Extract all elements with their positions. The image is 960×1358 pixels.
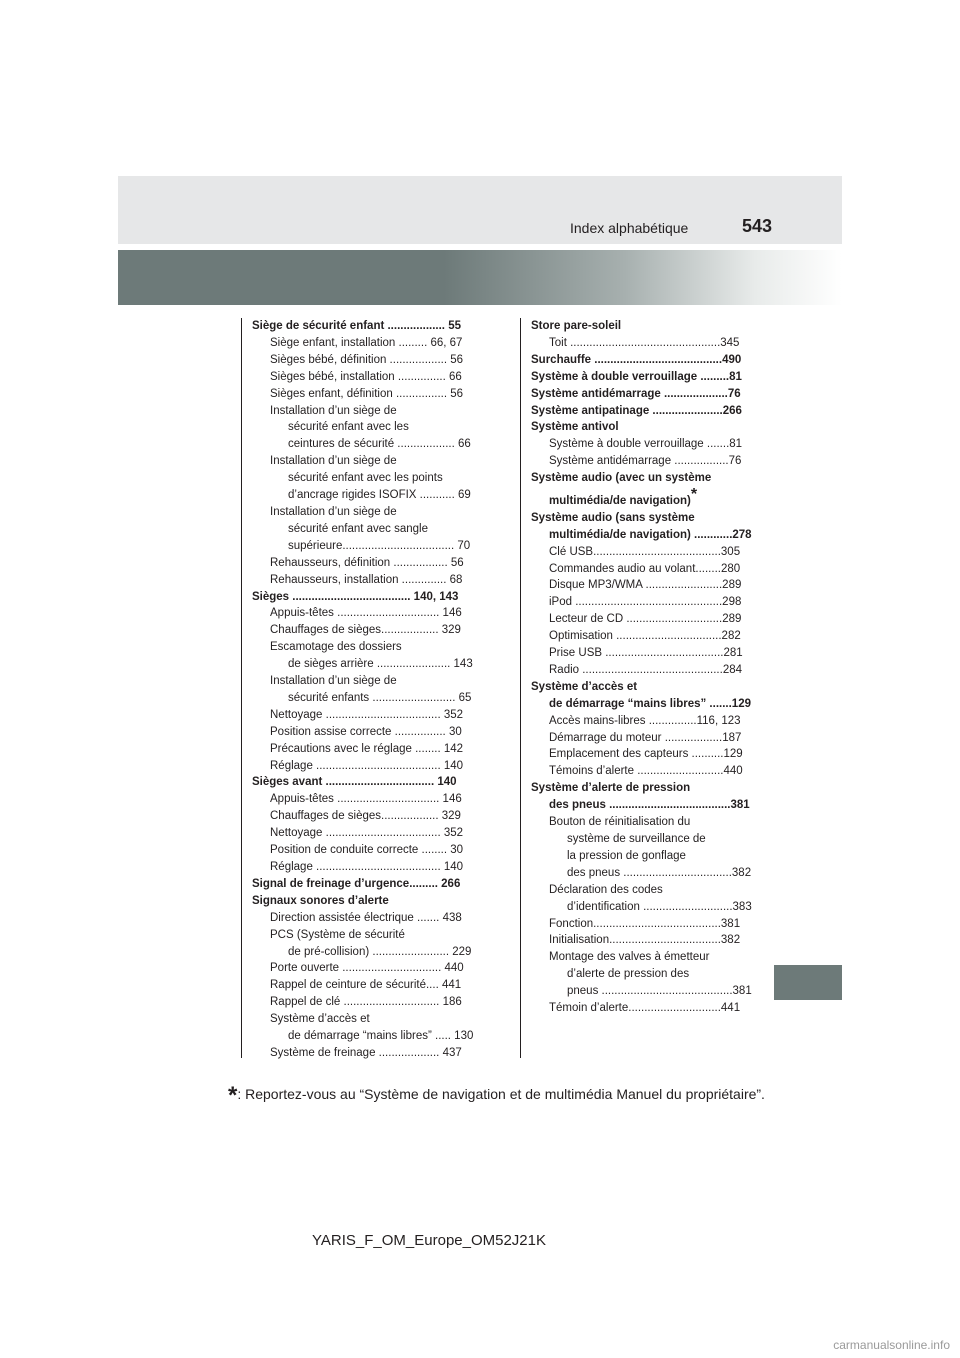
index-entry-text: Installation d’un siège de: [270, 675, 397, 688]
index-entry-text: Montage des valves à émetteur: [549, 951, 710, 964]
index-entry-text: Porte ouverte ............................... 440: [270, 962, 464, 975]
document-code: YARIS_F_OM_Europe_OM52J21K: [312, 1232, 547, 1249]
watermark: carmanualsonline.info: [833, 1338, 950, 1352]
index-entry-text: Système à double verrouillage .........81: [531, 370, 742, 383]
index-entry: [252, 1028, 472, 1045]
index-entry: [252, 622, 472, 639]
index-entry: [252, 656, 472, 673]
index-entry: [531, 419, 751, 436]
index-entry-text: Installation d’un siège de: [270, 404, 397, 417]
index-entry: [531, 487, 751, 510]
index-entry: [531, 594, 751, 611]
index-entry: [531, 916, 751, 933]
index-entry: [252, 318, 472, 335]
index-entry-text: Nettoyage .................................... 352: [270, 708, 464, 721]
index-entry: [252, 538, 472, 555]
index-entry: [252, 842, 472, 859]
index-entry-text: Système antidémarrage .................76: [549, 455, 742, 468]
index-entry-text: de sièges arrière ....................... 143: [288, 658, 473, 671]
index-entry-text: sécurité enfant avec les: [288, 421, 409, 434]
index-entry-text: Siège de sécurité enfant .................. 55: [252, 320, 461, 332]
section-title: Index alphabétique: [570, 220, 689, 236]
index-entry: [252, 369, 472, 386]
index-entry: [252, 741, 472, 758]
index-entry: [252, 1011, 472, 1028]
index-entry: [252, 1045, 472, 1062]
index-entry-text: Appuis-têtes ................................ 146: [270, 607, 462, 620]
index-entry-text: Sièges bébé, installation ............... 66: [270, 370, 462, 383]
index-entry-text: Système audio (avec un système: [531, 472, 712, 485]
index-entry: [252, 876, 472, 893]
index-entry: [531, 510, 751, 527]
index-entry: [531, 797, 751, 814]
index-entry-text: Direction assistée électrique ....... 438: [270, 911, 462, 924]
index-entry: [252, 893, 472, 910]
index-entry-text: Commandes audio au volant........280: [549, 562, 741, 575]
index-entry-text: Nettoyage .................................... 352: [270, 827, 464, 840]
index-entry-text: Témoins d’alerte ...........................440: [549, 765, 743, 778]
index-entry-text: Sièges bébé, définition .................. 56: [270, 353, 464, 366]
index-entry-text: de démarrage “mains libres” .......129: [549, 697, 751, 710]
page-number: 543: [742, 216, 773, 236]
index-entry-text: Bouton de réinitialisation du: [549, 816, 691, 829]
index-entry: [252, 605, 472, 622]
index-entry-text: des pneus ......................................381: [549, 799, 750, 812]
index-entry: [252, 453, 472, 470]
index-entry: [531, 696, 751, 713]
index-entry: [252, 791, 472, 808]
index-entry: [252, 707, 472, 724]
footnote-asterisk: *: [228, 1082, 238, 1109]
index-entry-text: Système de freinage ................... 437: [270, 1046, 462, 1059]
index-entry-text: sécurité enfant avec sangle: [288, 522, 429, 535]
index-entry: [531, 848, 751, 865]
index-entry: [531, 645, 751, 662]
index-entry: [531, 436, 751, 453]
index-entry: [531, 335, 751, 352]
index-entry: [531, 679, 751, 696]
index-entry-text: Réglage ....................................... 140: [270, 861, 464, 873]
index-entry: [252, 808, 472, 825]
index-entry: [531, 814, 751, 831]
index-entry-text: Appuis-têtes ................................ 146: [270, 793, 462, 806]
index-entry-text: Système d’accès et: [270, 1013, 370, 1026]
index-entry-text: Réglage ....................................... 140: [270, 759, 464, 772]
index-entry: [252, 386, 472, 403]
header-band: [118, 176, 842, 244]
index-entry-text: Démarrage du moteur ..................187: [549, 731, 742, 744]
index-entry: [531, 1000, 751, 1017]
index-entry-text: Accès mains-libres ...............116, 123: [549, 714, 741, 727]
footnote: [228, 1082, 765, 1110]
index-entry-text: Rehausseurs, installation .............. 68: [270, 573, 463, 586]
index-entry-text: Siège enfant, installation ......... 66, 67: [270, 336, 463, 349]
index-entry: [531, 949, 751, 966]
index-entry: [252, 960, 472, 977]
index-entry-text: Installation d’un siège de: [270, 505, 397, 518]
index-entry: [531, 470, 751, 487]
index-entry-text: Sièges avant .................................. 140: [252, 776, 457, 789]
right-column-rule: [520, 318, 521, 1058]
index-entry: [531, 746, 751, 763]
index-entry: [252, 521, 472, 538]
index-entry: [531, 983, 751, 1000]
index-entry: [531, 527, 751, 544]
index-entry-text: Signaux sonores d’alerte: [252, 894, 389, 907]
index-entry-text: Système à double verrouillage .......81: [549, 438, 743, 451]
index-entry: [252, 419, 472, 436]
index-entry: [252, 572, 472, 589]
index-entry-text: Témoin d’alerte.............................441: [549, 1002, 741, 1015]
index-entry: [531, 318, 751, 335]
index-entry-text: sécurité enfants .......................... 65: [288, 691, 472, 704]
index-entry-text: d’alerte de pression des: [567, 968, 690, 981]
index-entry: [531, 899, 751, 916]
index-entry: [531, 763, 751, 780]
index-entry-text: Prise USB .....................................281: [549, 647, 743, 660]
index-entry-text: Système antivol: [531, 421, 619, 434]
index-entry: [252, 352, 472, 369]
index-left-column: [252, 318, 472, 1062]
index-entry-text: Initialisation...................................382: [549, 934, 741, 947]
index-entry: [252, 774, 472, 791]
index-entry: [252, 504, 472, 521]
footnote-marker: *: [690, 486, 698, 504]
index-entry-text: Optimisation .................................282: [549, 630, 741, 643]
index-entry-text: Système audio (sans système: [531, 511, 695, 524]
index-entry: [252, 910, 472, 927]
index-entry: [531, 628, 751, 645]
index-entry: [252, 673, 472, 690]
index-entry: [252, 436, 472, 453]
index-entry-text: Chauffages de sièges.................. 329: [270, 810, 461, 823]
index-entry-text: multimédia/de navigation): [549, 494, 691, 507]
index-entry-text: Disque MP3/WMA ........................289: [549, 579, 742, 592]
index-entry-text: Sièges ..................................... 140, 143: [252, 590, 459, 603]
index-entry-text: Déclaration des codes: [549, 883, 663, 896]
index-entry: [252, 335, 472, 352]
index-entry-text: Escamotage des dossiers: [270, 641, 402, 654]
index-entry: [252, 977, 472, 994]
index-entry: [531, 865, 751, 882]
index-entry-text: Lecteur de CD ..............................289: [549, 613, 742, 626]
index-entry-text: Fonction........................................381: [549, 917, 741, 930]
index-entry: [531, 730, 751, 747]
index-entry: [252, 470, 472, 487]
index-entry: [252, 758, 472, 775]
index-entry-text: Précautions avec le réglage ........ 142: [270, 742, 464, 755]
index-entry-text: sécurité enfant avec les points: [288, 472, 443, 485]
index-entry-text: iPod ..............................................298: [549, 596, 742, 609]
index-entry: [531, 369, 751, 386]
index-entry-text: Installation d’un siège de: [270, 455, 397, 468]
index-entry-text: la pression de gonflage: [567, 849, 686, 862]
index-entry: [531, 966, 751, 983]
index-entry-text: de démarrage “mains libres” ..... 130: [288, 1030, 474, 1043]
index-entry: [252, 825, 472, 842]
index-right-column: [531, 318, 751, 1017]
index-entry-text: PCS (Système de sécurité: [270, 928, 405, 941]
index-entry-text: pneus .........................................381: [567, 985, 752, 998]
index-entry-text: multimédia/de navigation) ............278: [549, 528, 752, 541]
index-entry: [252, 859, 472, 876]
header-gradient-band: [118, 250, 842, 305]
index-entry: [252, 944, 472, 961]
index-entry-text: Chauffages de sièges.................. 329: [270, 624, 461, 637]
index-entry: [252, 589, 472, 606]
index-entry: [252, 403, 472, 420]
index-entry-text: Système antipatinage ......................266: [531, 404, 742, 417]
index-entry-text: Position de conduite correcte ........ 30: [270, 844, 464, 857]
index-entry-text: Clé USB........................................305: [549, 545, 741, 558]
index-entry-text: ceintures de sécurité .................. 66: [288, 438, 471, 451]
index-entry: [531, 386, 751, 403]
index-entry: [531, 561, 751, 578]
index-entry: [252, 555, 472, 572]
index-entry: [531, 403, 751, 420]
index-entry-text: de pré-collision) ........................ 229: [288, 945, 472, 958]
index-entry: [252, 927, 472, 944]
index-entry: [531, 577, 751, 594]
index-entry-text: Toit ...............................................345: [549, 336, 740, 349]
index-entry: [252, 487, 472, 504]
index-entry: [252, 690, 472, 707]
index-entry: [531, 882, 751, 899]
index-entry: [531, 544, 751, 561]
index-entry-text: Store pare-soleil: [531, 320, 622, 332]
index-side-tab: [774, 965, 842, 1000]
index-entry: [252, 994, 472, 1011]
index-entry-text: Signal de freinage d’urgence......... 266: [252, 877, 461, 890]
index-entry-text: Surchauffe ........................................490: [531, 353, 742, 366]
left-column-rule: [241, 318, 242, 1058]
index-entry: [531, 352, 751, 369]
index-entry: [531, 713, 751, 730]
index-entry-text: des pneus ..................................382: [567, 866, 752, 879]
index-entry-text: Rappel de clé .............................. 186: [270, 996, 462, 1009]
index-entry-text: d’identification ............................383: [567, 900, 752, 913]
index-entry: [531, 831, 751, 848]
index-entry-text: d’ancrage rigides ISOFIX ........... 69: [288, 489, 471, 502]
index-entry-text: Rappel de ceinture de sécurité.... 441: [270, 979, 462, 992]
index-entry: [252, 724, 472, 741]
index-entry: [531, 662, 751, 679]
index-entry-text: système de surveillance de: [567, 833, 706, 846]
index-entry: [252, 639, 472, 656]
index-entry-text: Rehausseurs, définition ................. 56: [270, 556, 464, 569]
index-entry-text: Sièges enfant, définition ................ 56: [270, 387, 464, 400]
index-entry-text: Radio ............................................284: [549, 663, 743, 676]
index-entry-text: Position assise correcte ................ 30: [270, 725, 462, 738]
index-entry: [531, 611, 751, 628]
index-entry: [531, 780, 751, 797]
index-entry-text: Système d’accès et: [531, 680, 638, 693]
index-entry: [531, 453, 751, 470]
index-entry: [531, 932, 751, 949]
footnote-text: : Reportez-vous au “Système de navigation et de multimédia Manuel du propriétaire”.: [237, 1086, 765, 1102]
index-entry-text: Emplacement des capteurs ..........129: [549, 748, 743, 761]
index-entry-text: Système d’alerte de pression: [531, 782, 691, 795]
index-entry-text: supérieure................................... 70: [288, 539, 471, 552]
index-entry-text: Système antidémarrage ....................76: [531, 387, 741, 400]
